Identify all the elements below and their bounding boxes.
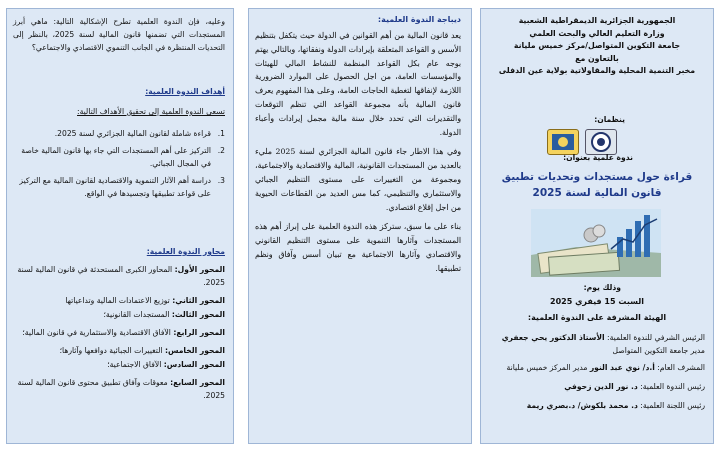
axes-list <box>13 263 225 402</box>
day-label: وذلك يوم: <box>583 283 621 292</box>
header-line: مخبر التنمية المحلية والمقاولاتية بولاية عين الدفلى <box>498 66 696 75</box>
objectives-list <box>13 127 225 200</box>
objective-item: 1. قراءة شاملة لقانون المالية الجزائري لسنة 2025. <box>13 127 225 140</box>
seminar-title-line: قراءة حول مستجدات وتحديات تطبيق <box>501 171 693 183</box>
supervisor-label: المشرف العام: <box>657 363 705 372</box>
header-line: الجمهورية الجزائرية الديمقراطية الشعبية <box>518 16 676 25</box>
header-line: جامعة التكوين المتواصل/مركز خميس مليانة <box>513 41 681 50</box>
objectives-lead: تسعى الندوة العلمية إلى تحقيق الأهداف التالية: <box>77 107 225 116</box>
axis-label: المحور السادس: <box>163 360 225 369</box>
axis-item <box>13 326 225 339</box>
axis-label: المحور السابع: <box>170 378 225 387</box>
objective-item: 3. دراسة أهم الآثار التنموية والاقتصادية لقانون المالية مع التركيز على قواعد تطبيقها وتجسيدها في الواقع. <box>13 174 225 200</box>
honor-president <box>487 331 705 357</box>
axis-text: الآفاق الاقتصادية والاستثمارية في قانون المالية؛ <box>22 328 171 337</box>
axis-text: معوقات وآفاق تطبيق محتوى قانون المالية لسنة 2025. <box>17 378 225 400</box>
scientific-committee-chair <box>487 399 705 412</box>
supervisor-name: أ.د/ نوي عبد النور <box>589 363 655 372</box>
axis-label: المحور الرابع: <box>173 328 225 337</box>
axis-item <box>13 358 225 371</box>
middle-panel <box>248 8 472 444</box>
committee-list <box>487 331 705 412</box>
axis-text: المحاور الكبرى المستحدثة في قانون المالية لسنة 2025. <box>17 265 225 287</box>
honor-president-name: الأستاذ الدكتور يحي جعفري <box>501 333 605 342</box>
preamble-body <box>255 29 461 282</box>
seminar-title <box>481 169 713 201</box>
axis-item <box>13 376 225 402</box>
left-panel <box>6 8 234 444</box>
seminar-title-line: قانون المالية لسنة 2025 <box>532 187 662 199</box>
preamble-paragraph: بناء على ما سبق، ستركز هذه الندوة العلمية على إبراز أهم هذه المستجدات وآثارها التنموية على مستوى التنظيم القانوني والاقتصادي وآثارها الاجتماعية مع تبيان أسس وآفاق ونظم تطبيقها. <box>255 222 461 273</box>
objective-text: دراسة أهم الآثار التنموية والاقتصادية لقانون المالية مع التركيز على قواعد تطبيقها وتجسيدها في الواقع. <box>19 176 211 198</box>
chair-label: رئيس الندوة العلمية: <box>640 382 705 391</box>
seminar-chair <box>487 380 705 393</box>
honor-president-label: الرئيس الشرفي للندوة العلمية: <box>607 333 705 342</box>
header-block <box>481 15 713 78</box>
preamble-paragraph: يعد قانون المالية من أهم القوانين في الدولة حيث يتكفل بتنظيم الأسس و القواعد المتعلقة بإيرادات الدولة ونفقاتها، وبالتالي يهتم بوجه عام بكل القواعد المنظمة للنشاط المالي للهيئات والمؤسسات العامة، من اجل الحصول على الموارد الضرورية اللازمة لإنفاقها لتغطية الحاجات العامة، وعلى هذا المفهوم يعرف قانون المالية بأنه مجموعة القواعد التي تنظم التوقعات والتقديرات التي تحدد خلال سنة مالية مجمل إيرادات وأعباء الدولة. <box>255 31 461 137</box>
objective-text: التركيز على أهم المستجدات التي جاء بها قانون المالية خاصة في المجال الجبائي. <box>21 146 211 168</box>
objectives-title: أهداف الندوة العلمية: <box>145 87 225 96</box>
axis-item <box>13 294 225 307</box>
organizes-label: ينظمان: <box>594 115 625 124</box>
axis-text: الآفاق الاجتماعية؛ <box>107 360 162 369</box>
axis-label: المحور الأول: <box>174 265 225 274</box>
supervisor-role: مدير المركز خميس مليانة <box>506 363 588 372</box>
finance-illustration <box>531 209 661 277</box>
axis-item <box>13 344 225 357</box>
axis-item <box>13 263 225 289</box>
intro-text: وعليه، فإن الندوة العلمية تطرح الإشكالية التالية: ماهي أبرز المستجدات التي تضمنها قانون المالية لسنة 2025، بالنظر إلى التحديات المنتظرة في الجانب التنموي الاقتصادي والاجتماعي؟ <box>13 17 225 52</box>
event-date: السبت 15 فيفري 2025 <box>550 297 644 306</box>
axis-text: توزيع الاعتمادات المالية وتداعياتها <box>65 296 170 305</box>
sci-chair-label: رئيس اللجنة العلمية: <box>640 401 705 410</box>
objective-item: 2. التركيز على أهم المستجدات التي جاء بها قانون المالية خاصة في المجال الجبائي. <box>13 144 225 170</box>
committee-title: الهيئة المشرفة على الندوة العلمية: <box>527 313 667 322</box>
axes-title: محاور الندوة العلمية: <box>146 247 225 256</box>
right-panel <box>480 8 714 444</box>
finance-illustration-icon <box>531 209 661 277</box>
axis-text: المستجدات القانونية؛ <box>103 310 170 319</box>
preamble-paragraph: وفي هذا الاطار جاء قانون المالية الجزائري لسنة 2025 مليء بالعديد من المستجدات القانونية، المالية والاقتصادية والاجتماعية، ومجموعة من التغييرات على مستوى التنظيم الجبائي والاستثماري والتنظيمي، كما مس العديد من القطاعات الحيوية من اجل إقلاع اقتصادي. <box>255 147 461 212</box>
axis-text: التغييرات الجبائية دوافعها وآثارها؛ <box>59 346 163 355</box>
preamble-title: ديباجة الندوة العلمية: <box>377 15 461 24</box>
header-line: وزارة التعليم العالي والبحث العلمي <box>529 28 665 38</box>
sci-chair-name: د. محمد بلكوش/ د.بصري ريمة <box>526 401 638 410</box>
header-line: بالتعاون مع <box>575 53 619 63</box>
chair-name: د. نور الدين زحوفي <box>564 382 638 391</box>
axis-label: المحور الخامس: <box>164 346 225 355</box>
objective-text: قراءة شاملة لقانون المالية الجزائري لسنة 2025. <box>54 129 211 138</box>
honor-president-role: مدير جامعة التكوين المتواصل <box>612 346 705 355</box>
axis-item <box>13 308 225 321</box>
axis-label: المحور الثالث: <box>171 310 225 319</box>
seminar-label: ندوة علمية بعنوان: <box>563 153 633 162</box>
axis-label: المحور الثاني: <box>172 296 225 305</box>
supervisor <box>487 361 705 374</box>
